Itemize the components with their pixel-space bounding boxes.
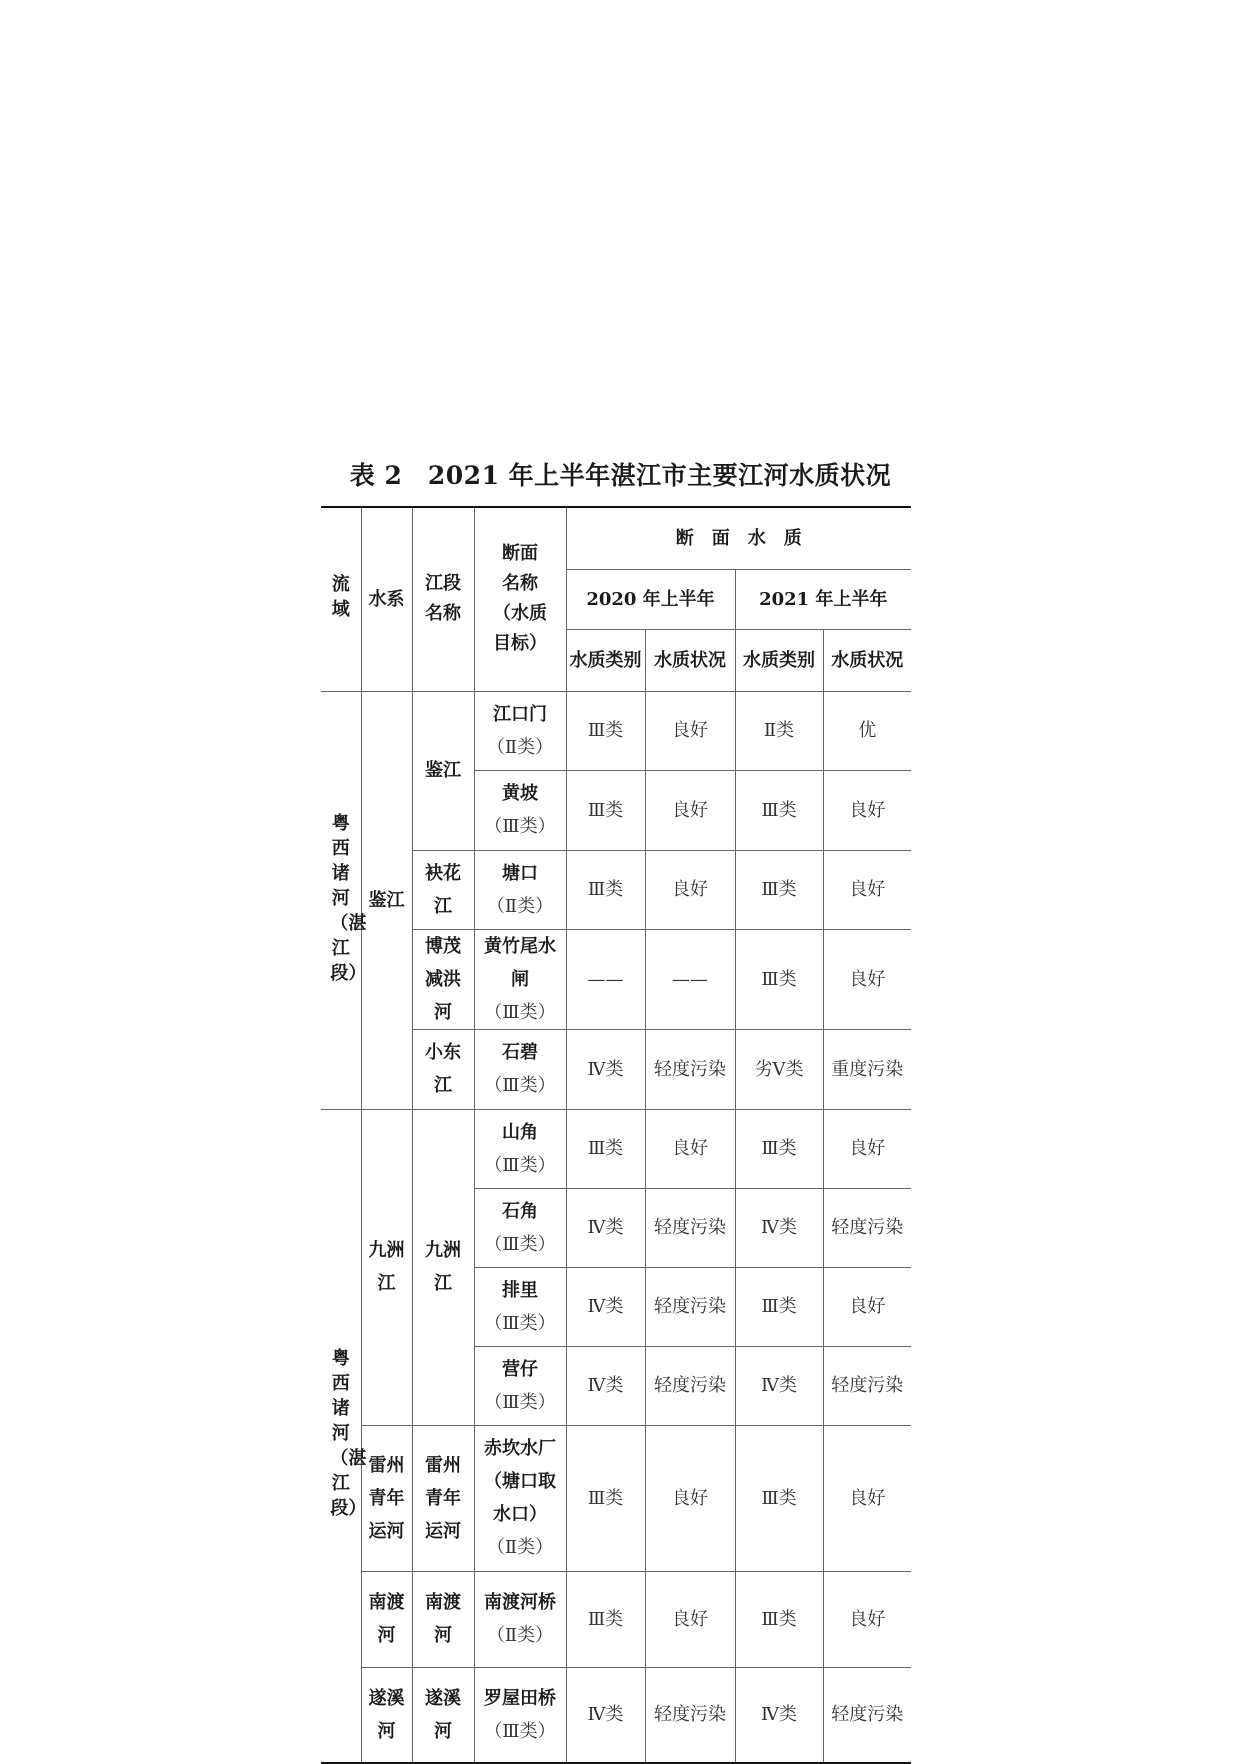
status-2021-cell: 优	[823, 691, 911, 770]
header-status-2021: 水质状况	[823, 629, 911, 691]
status-2020-cell: 良好	[645, 1109, 735, 1188]
class-2020-cell: Ⅲ类	[566, 1109, 645, 1188]
class-2020-cell: Ⅳ类	[566, 1029, 645, 1109]
section-cell: 南渡河桥 （Ⅱ类）	[474, 1571, 566, 1667]
status-2021-cell: 良好	[823, 1425, 911, 1571]
segment-cell: 袂花 江	[412, 850, 474, 929]
header-system: 水系	[361, 507, 412, 691]
class-2021-cell: Ⅲ类	[735, 850, 823, 929]
basin-cell-b: 粤西诸河（湛江段）	[321, 1109, 361, 1763]
status-2020-cell: 轻度污染	[645, 1346, 735, 1425]
header-basin: 流 域	[321, 507, 361, 691]
status-2021-cell: 重度污染	[823, 1029, 911, 1109]
status-2021-cell: 良好	[823, 1109, 911, 1188]
table-title: 表 2 2021 年上半年湛江市主要江河水质状况	[349, 461, 892, 490]
class-2021-cell: Ⅳ类	[735, 1667, 823, 1763]
header-class-2021: 水质类别	[735, 629, 823, 691]
status-2021-cell: 良好	[823, 1571, 911, 1667]
class-2021-cell: Ⅳ类	[735, 1188, 823, 1267]
system-cell-jiuzhou: 九洲 江	[361, 1109, 412, 1425]
section-cell: 山角 （Ⅲ类）	[474, 1109, 566, 1188]
segment-cell: 小东 江	[412, 1029, 474, 1109]
header-class-2020: 水质类别	[566, 629, 645, 691]
class-2020-cell: Ⅲ类	[566, 1571, 645, 1667]
section-cell: 江口门 （Ⅱ类）	[474, 691, 566, 770]
section-cell: 营仔 （Ⅲ类）	[474, 1346, 566, 1425]
system-cell-jianjiang: 鉴江	[361, 691, 412, 1109]
basin-cell-a: 粤西诸河（湛江段）	[321, 691, 361, 1109]
segment-cell: 遂溪 河	[412, 1667, 474, 1763]
status-2020-cell: 轻度污染	[645, 1667, 735, 1763]
status-2020-cell: 轻度污染	[645, 1188, 735, 1267]
segment-cell: 南渡 河	[412, 1571, 474, 1667]
status-2020-cell: 良好	[645, 850, 735, 929]
section-cell: 黄竹尾水 闸 （Ⅲ类）	[474, 929, 566, 1029]
class-2020-cell: Ⅳ类	[566, 1667, 645, 1763]
class-2020-cell: ——	[566, 929, 645, 1029]
status-2021-cell: 轻度污染	[823, 1188, 911, 1267]
status-2020-cell: 良好	[645, 1425, 735, 1571]
status-2020-cell: ——	[645, 929, 735, 1029]
status-2020-cell: 良好	[645, 691, 735, 770]
class-2021-cell: Ⅲ类	[735, 929, 823, 1029]
status-2020-cell: 轻度污染	[645, 1029, 735, 1109]
segment-cell: 雷州 青年 运河	[412, 1425, 474, 1571]
class-2021-cell: Ⅲ类	[735, 1109, 823, 1188]
class-2021-cell: Ⅲ类	[735, 1267, 823, 1346]
header-year-2021: 2021 年上半年	[735, 569, 911, 629]
section-cell: 黄坡 （Ⅲ类）	[474, 770, 566, 850]
class-2020-cell: Ⅲ类	[566, 770, 645, 850]
class-2020-cell: Ⅳ类	[566, 1188, 645, 1267]
class-2020-cell: Ⅲ类	[566, 691, 645, 770]
water-quality-table	[321, 506, 911, 1764]
class-2020-cell: Ⅲ类	[566, 1425, 645, 1571]
system-cell: 雷州 青年 运河	[361, 1425, 412, 1571]
section-cell: 石碧 （Ⅲ类）	[474, 1029, 566, 1109]
section-cell: 石角 （Ⅲ类）	[474, 1188, 566, 1267]
status-2020-cell: 良好	[645, 770, 735, 850]
system-cell: 遂溪 河	[361, 1667, 412, 1763]
status-2021-cell: 良好	[823, 1267, 911, 1346]
status-2020-cell: 良好	[645, 1571, 735, 1667]
status-2021-cell: 轻度污染	[823, 1346, 911, 1425]
segment-cell: 博茂 减洪 河	[412, 929, 474, 1029]
class-2021-cell: Ⅳ类	[735, 1346, 823, 1425]
header-segment: 江段 名称	[412, 507, 474, 691]
header-year-2020: 2020 年上半年	[566, 569, 735, 629]
class-2020-cell: Ⅲ类	[566, 850, 645, 929]
section-cell: 塘口 （Ⅱ类）	[474, 850, 566, 929]
class-2021-cell: Ⅲ类	[735, 1571, 823, 1667]
status-2020-cell: 轻度污染	[645, 1267, 735, 1346]
class-2020-cell: Ⅳ类	[566, 1267, 645, 1346]
system-cell: 南渡 河	[361, 1571, 412, 1667]
status-2021-cell: 轻度污染	[823, 1667, 911, 1763]
class-2021-cell: Ⅱ类	[735, 691, 823, 770]
header-section: 断面 名称 （水质 目标）	[474, 507, 566, 691]
status-2021-cell: 良好	[823, 850, 911, 929]
header-quality: 断 面 水 质	[566, 507, 911, 569]
section-cell: 赤坎水厂 （塘口取 水口） （Ⅱ类）	[474, 1425, 566, 1571]
header-status-2020: 水质状况	[645, 629, 735, 691]
class-2020-cell: Ⅳ类	[566, 1346, 645, 1425]
segment-cell-jianjiang: 鉴江	[412, 691, 474, 850]
class-2021-cell: Ⅲ类	[735, 1425, 823, 1571]
section-cell: 罗屋田桥 （Ⅲ类）	[474, 1667, 566, 1763]
status-2021-cell: 良好	[823, 770, 911, 850]
section-cell: 排里 （Ⅲ类）	[474, 1267, 566, 1346]
segment-cell-jiuzhou: 九洲 江	[412, 1109, 474, 1425]
class-2021-cell: 劣Ⅴ类	[735, 1029, 823, 1109]
class-2021-cell: Ⅲ类	[735, 770, 823, 850]
status-2021-cell: 良好	[823, 929, 911, 1029]
